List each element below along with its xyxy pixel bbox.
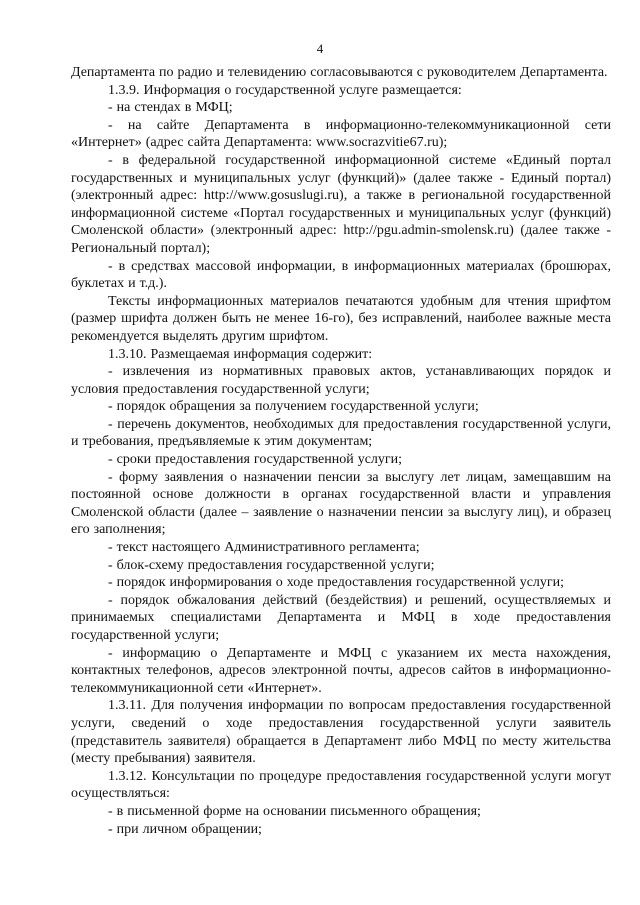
list-item: - порядок обжалования действий (бездействия) и решений, осуществляемых и принимаемых специалистами Департамента и МФЦ в ходе предоставления государственной услуги; — [71, 592, 611, 643]
list-item: - порядок информирования о ходе предоставления государственной услуги; — [108, 575, 565, 591]
list-item: - форму заявления о назначении пенсии за выслугу лет лицам, замещавшим на постоянной основе должности в органах государственной власти и управления Смоленской области (далее – заявление о назначении пенсии за выслугу лиц), и образец его заполнения; — [71, 469, 611, 538]
list-item: - перечень документов, необходимых для предоставления государственной услуги, и требования, предъявляемые к этим документам; — [71, 416, 611, 450]
paragraph: 1.3.11. Для получения информации по вопросам предоставления государственной услуги, сведений о ходе предоставления государственной услуги заявитель (представитель заявителя) обращается в Департамент либо МФЦ по месту жительства (месту пребывания) заявителя. — [71, 698, 611, 767]
paragraph: 1.3.12. Консультации по процедуре предоставления государственной услуги могут осуществляться: — [71, 768, 611, 802]
list-item: - блок-схему предоставления государственной услуги; — [108, 557, 435, 573]
paragraph: 1.3.10. Размещаемая информация содержит: — [108, 346, 373, 362]
list-item: - порядок обращения за получением государственной услуги; — [108, 399, 479, 415]
list-item: - в письменной форме на основании письменного обращения; — [108, 803, 481, 819]
list-item: - в федеральной государственной информационной системе «Единый портал государственных и муниципальных услуг (функций)» (далее также - Единый портал) (электронный адрес: http://www.gosuslugi.ru), а также в региональной государственной информационной системе «Портал государственных и муниципальных услуг (функций) Смоленской области» (электронный адрес: http://pgu.admin-smolensk.ru) (далее также - Региональный портал); — [71, 152, 611, 256]
document-body — [71, 64, 611, 838]
list-item: - сроки предоставления государственной услуги; — [108, 452, 403, 468]
list-item: - текст настоящего Административного регламента; — [108, 540, 420, 556]
list-item: - при личном обращении; — [108, 821, 262, 837]
list-item: - извлечения из нормативных правовых актов, устанавливающих порядок и условия предоставления государственной услуги; — [71, 364, 611, 397]
list-item: - в средствах массовой информации, в информационных материалах (брошюрах, буклетах и т.д.). — [71, 258, 611, 292]
list-item: - информацию о Департаменте и МФЦ с указанием их места нахождения, контактных телефонов, адресов электронной почты, адресов сайтов в информационно-телекоммуникационной сети «Интернет». — [71, 645, 611, 696]
list-item: - на сайте Департамента в информационно-телекоммуникационной сети «Интернет» (адрес сайта Департамента: www.socrazvitie67.ru); — [71, 117, 611, 151]
paragraph: Тексты информационных материалов печатаются удобным для чтения шрифтом (размер шрифта должен быть не менее 16-го), без исправлений, наиболее важные места рекомендуется выделять другим шрифтом. — [71, 293, 611, 344]
page-number: 4 — [316, 41, 324, 56]
list-item: - на стендах в МФЦ; — [108, 100, 233, 116]
paragraph: Департамента по радио и телевидению согласовываются с руководителем Департамента. — [71, 65, 608, 80]
paragraph: 1.3.9. Информация о государственной услуге размещается: — [108, 82, 462, 98]
